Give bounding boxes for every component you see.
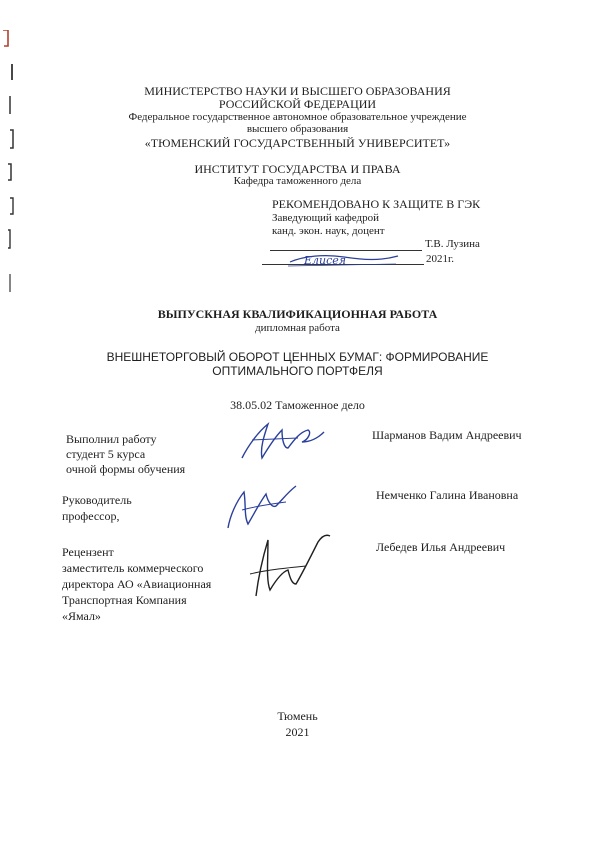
- approval-year: 2021г.: [426, 253, 455, 265]
- author-name: Шарманов Вадим Андреевич: [372, 428, 522, 442]
- reviewer-role-line-4: Транспортная Компания: [62, 593, 187, 607]
- reviewer-signature: [246, 530, 336, 600]
- institution-line-2: высшего образования: [246, 123, 349, 135]
- topic-line-2: ОПТИМАЛЬНОГО ПОРТФЕЛЯ: [212, 364, 383, 378]
- ministry-line-2: РОССИЙСКОЙ ФЕДЕРАЦИИ: [218, 97, 377, 111]
- institution-line-1: Федеральное государственное автономное образовательное учреждение: [128, 111, 467, 123]
- author-role-line-3: очной формы обучения: [66, 462, 186, 476]
- work-type-title: ВЫПУСКНАЯ КВАЛИФИКАЦИОННАЯ РАБОТА: [157, 307, 438, 321]
- ministry-line-1: МИНИСТЕРСТВО НАУКИ И ВЫСШЕГО ОБРАЗОВАНИЯ: [144, 84, 451, 98]
- supervisor-role-line-1: Руководитель: [62, 493, 132, 507]
- reviewer-role-line-2: заместитель коммерческого: [62, 561, 204, 575]
- university-name: «ТЮМЕНСКИЙ ГОСУДАРСТВЕННЫЙ УНИВЕРСИТЕТ»: [144, 136, 451, 150]
- reviewer-role-line-3: директора АО «Авиационная: [62, 577, 212, 591]
- author-signature: [238, 418, 330, 464]
- supervisor-signature: [222, 480, 302, 532]
- reviewer-role-line-1: Рецензент: [62, 545, 114, 559]
- author-role-line-1: Выполнил работу: [66, 432, 157, 446]
- department-name: Кафедра таможенного дела: [233, 175, 362, 187]
- specialty: 38.05.02 Таможенное дело: [230, 398, 365, 412]
- approval-title: РЕКОМЕНДОВАНО К ЗАЩИТЕ В ГЭК: [272, 197, 481, 211]
- institute-name: ИНСТИТУТ ГОСУДАРСТВА И ПРАВА: [194, 162, 401, 176]
- reviewer-name: Лебедев Илья Андреевич: [376, 540, 506, 554]
- supervisor-name: Немченко Галина Ивановна: [376, 488, 519, 502]
- approval-position-line-2: канд. экон. наук, доцент: [272, 225, 385, 237]
- city: Тюмень: [277, 709, 318, 723]
- reviewer-role-line-5: «Ямал»: [62, 609, 101, 623]
- topic-line-1: ВНЕШНЕТОРГОВЫЙ ОБОРОТ ЦЕННЫХ БУМАГ: ФОРМИРОВАНИЕ: [106, 350, 489, 364]
- author-role-line-2: студент 5 курса: [66, 447, 146, 461]
- approval-position-line-1: Заведующий кафедрой: [272, 212, 379, 224]
- work-type-subtitle: дипломная работа: [255, 322, 340, 334]
- head-signature-text: Елисея: [304, 254, 347, 267]
- year: 2021: [285, 725, 310, 739]
- supervisor-role-line-2: профессор,: [62, 509, 120, 523]
- head-signature: [284, 248, 404, 272]
- head-name: Т.В. Лузина: [425, 238, 480, 250]
